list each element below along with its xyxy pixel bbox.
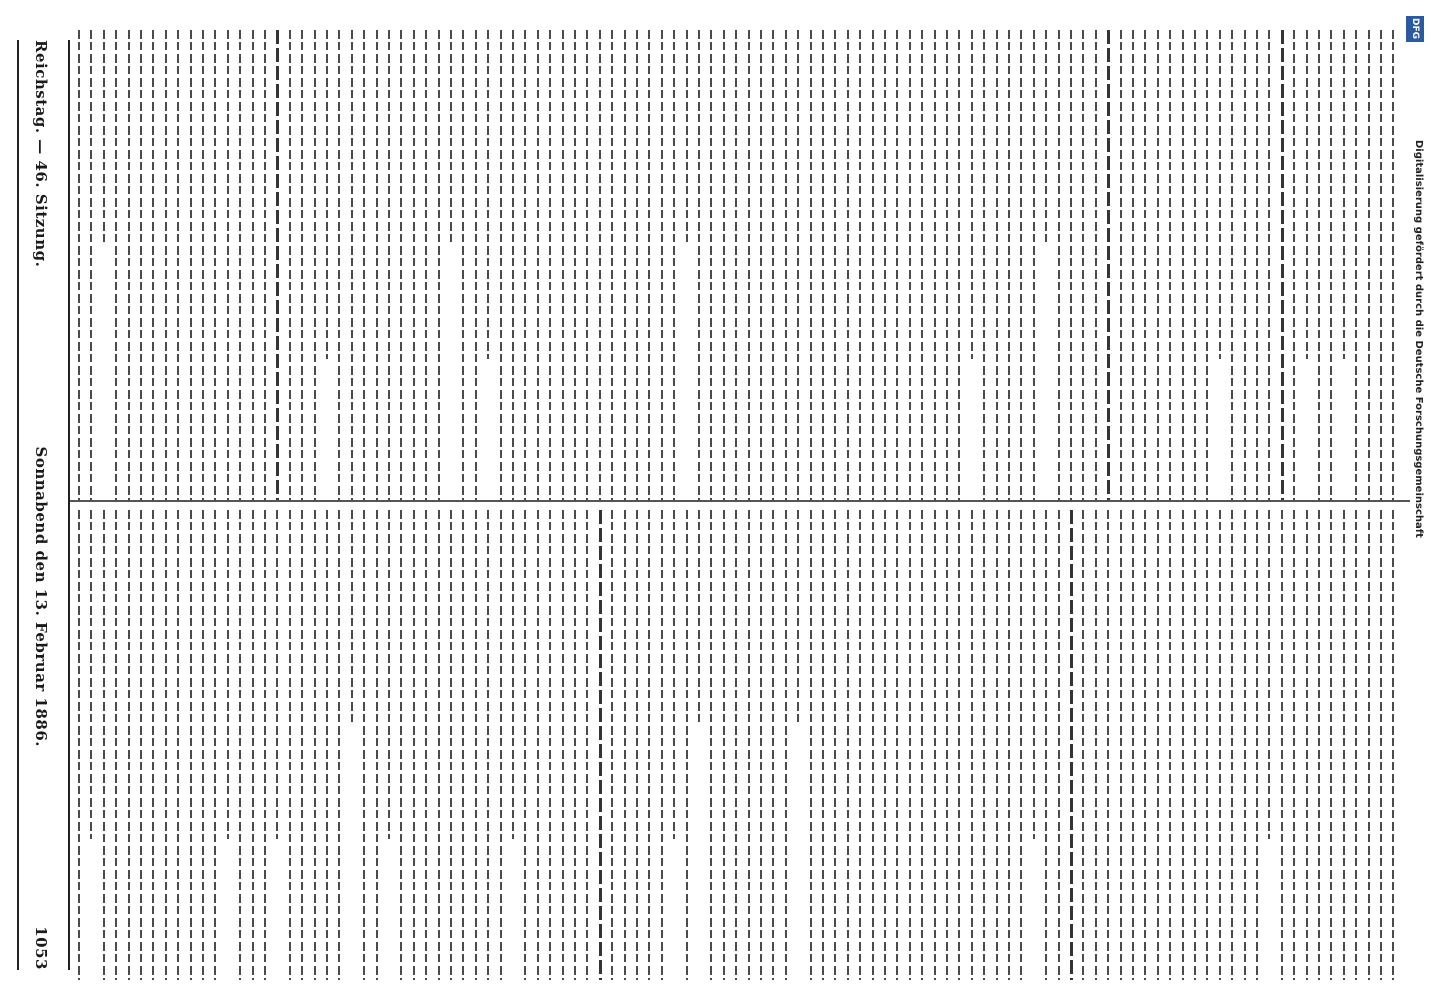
- text-line: [1392, 30, 1394, 500]
- text-line: [971, 510, 973, 980]
- text-line: [1107, 510, 1109, 980]
- text-line: [1206, 510, 1208, 980]
- text-line: [1045, 510, 1047, 980]
- text-line: [1256, 510, 1258, 980]
- text-line: [1033, 510, 1035, 839]
- text-line: [289, 30, 291, 500]
- text-line: [574, 30, 576, 500]
- text-line: [301, 510, 303, 980]
- header-session: Reichstag. — 46. Sitzung.: [32, 40, 50, 268]
- text-line: [686, 30, 688, 242]
- text-line: [326, 30, 328, 359]
- text-line: [648, 510, 650, 980]
- text-line: [1355, 30, 1357, 500]
- text-line: [1070, 510, 1073, 980]
- text-line: [78, 30, 80, 500]
- text-line: [487, 30, 489, 359]
- text-line: [1244, 510, 1246, 980]
- text-line: [512, 30, 514, 500]
- digitization-notice-text: Digitalisierung gefördert durch die Deutsche Forschungsgemeinschaft: [1413, 140, 1424, 538]
- text-column-bottom: [74, 510, 1404, 980]
- text-line: [847, 30, 849, 500]
- page-number: 1053: [32, 926, 50, 970]
- text-line: [574, 510, 576, 980]
- text-line: [202, 510, 204, 980]
- text-line: [252, 510, 254, 980]
- text-line: [1194, 510, 1196, 980]
- text-line: [487, 510, 489, 980]
- text-line: [1157, 30, 1159, 500]
- text-line: [177, 30, 179, 500]
- text-line: [115, 30, 117, 500]
- text-line: [1120, 30, 1122, 500]
- text-line: [1330, 510, 1332, 980]
- text-line: [760, 510, 762, 980]
- text-line: [1182, 30, 1184, 500]
- text-line: [425, 510, 427, 980]
- text-line: [363, 510, 365, 980]
- text-line: [450, 510, 452, 980]
- text-line: [128, 30, 130, 500]
- text-line: [177, 510, 179, 980]
- text-line: [301, 30, 303, 500]
- text-line: [90, 510, 92, 839]
- text-line: [264, 510, 266, 980]
- text-line: [140, 30, 142, 500]
- text-line: [252, 30, 254, 500]
- text-line: [78, 510, 80, 980]
- text-line: [438, 30, 440, 500]
- text-line: [1144, 30, 1146, 500]
- text-line: [686, 510, 688, 980]
- text-line: [996, 30, 998, 500]
- text-line: [326, 510, 328, 980]
- text-line: [859, 30, 861, 500]
- text-line: [673, 30, 675, 500]
- text-line: [1306, 510, 1308, 980]
- text-line: [140, 510, 142, 980]
- text-line: [797, 510, 799, 722]
- running-header: [18, 40, 62, 970]
- text-line: [735, 510, 737, 980]
- text-line: [611, 510, 613, 980]
- text-line: [363, 30, 365, 500]
- text-line: [239, 510, 241, 980]
- text-line: [115, 510, 117, 980]
- text-line: [1231, 30, 1233, 500]
- text-line: [338, 30, 340, 500]
- text-line: [872, 30, 874, 500]
- text-line: [1281, 30, 1284, 500]
- text-line: [636, 510, 638, 980]
- text-line: [1008, 30, 1010, 500]
- text-line: [1256, 30, 1258, 500]
- text-line: [847, 510, 849, 980]
- text-line: [1033, 30, 1035, 500]
- text-line: [227, 30, 229, 500]
- text-line: [562, 510, 564, 980]
- text-line: [1058, 30, 1060, 500]
- text-line: [1095, 30, 1097, 500]
- text-line: [909, 30, 911, 500]
- header-rule: [68, 40, 70, 970]
- text-line: [425, 30, 427, 500]
- text-line: [1306, 30, 1308, 359]
- text-line: [1330, 30, 1332, 500]
- text-line: [1318, 510, 1320, 980]
- text-line: [1268, 30, 1270, 500]
- text-line: [772, 510, 774, 980]
- text-line: [599, 510, 602, 980]
- text-line: [475, 510, 477, 980]
- text-line: [822, 30, 824, 500]
- text-line: [152, 510, 154, 980]
- text-line: [190, 510, 192, 980]
- text-line: [289, 510, 291, 980]
- text-line: [909, 510, 911, 980]
- text-line: [723, 30, 725, 500]
- text-line: [996, 510, 998, 980]
- text-line: [872, 510, 874, 980]
- text-line: [748, 30, 750, 500]
- text-line: [1368, 510, 1370, 980]
- text-line: [1169, 30, 1171, 500]
- text-line: [500, 30, 502, 500]
- text-line: [1244, 30, 1246, 500]
- text-line: [785, 510, 787, 980]
- text-line: [562, 30, 564, 500]
- text-line: [214, 30, 216, 500]
- text-line: [524, 510, 526, 980]
- text-line: [1020, 30, 1022, 500]
- text-line: [1293, 30, 1295, 500]
- text-line: [462, 510, 464, 980]
- text-line: [1082, 30, 1084, 500]
- text-line: [1380, 510, 1382, 980]
- text-line: [376, 510, 378, 980]
- text-line: [624, 30, 626, 500]
- text-line: [214, 510, 216, 980]
- text-line: [1169, 510, 1171, 980]
- text-line: [103, 510, 105, 980]
- text-line: [834, 30, 836, 500]
- text-line: [512, 510, 514, 839]
- text-line: [810, 510, 812, 980]
- text-line: [227, 510, 229, 839]
- text-line: [1120, 510, 1122, 980]
- text-line: [946, 510, 948, 980]
- text-line: [983, 510, 985, 980]
- text-line: [1132, 30, 1134, 500]
- text-line: [896, 510, 898, 980]
- text-line: [264, 30, 266, 500]
- text-line: [90, 30, 92, 500]
- text-line: [190, 30, 192, 500]
- text-line: [376, 30, 378, 500]
- text-line: [698, 30, 700, 500]
- text-line: [934, 510, 936, 980]
- text-line: [276, 30, 279, 500]
- text-line: [934, 30, 936, 500]
- text-line: [1368, 30, 1370, 500]
- text-line: [698, 510, 700, 722]
- text-line: [958, 510, 960, 980]
- text-line: [1107, 30, 1110, 500]
- text-line: [1281, 510, 1283, 980]
- text-line: [1318, 30, 1320, 500]
- text-line: [1058, 510, 1060, 980]
- text-line: [388, 30, 390, 500]
- text-line: [239, 30, 241, 500]
- text-line: [338, 510, 340, 980]
- text-line: [400, 510, 402, 980]
- text-line: [524, 30, 526, 500]
- text-line: [797, 30, 799, 500]
- text-line: [723, 510, 725, 980]
- text-line: [1268, 510, 1270, 839]
- text-line: [1082, 510, 1084, 980]
- text-line: [1380, 30, 1382, 500]
- text-line: [958, 30, 960, 500]
- text-line: [475, 30, 477, 500]
- text-line: [351, 510, 353, 722]
- text-line: [1132, 510, 1134, 980]
- header-date: Sonnabend den 13. Februar 1886.: [32, 446, 50, 748]
- text-line: [710, 30, 712, 500]
- text-line: [462, 30, 464, 500]
- text-line: [1008, 510, 1010, 980]
- dfg-logo: DFG: [1406, 16, 1424, 42]
- text-line: [760, 30, 762, 500]
- text-line: [314, 510, 316, 980]
- text-line: [165, 30, 167, 500]
- text-line: [128, 510, 130, 980]
- text-line: [611, 30, 613, 500]
- text-line: [1343, 30, 1345, 359]
- text-line: [549, 510, 551, 980]
- text-line: [1095, 510, 1097, 980]
- text-line: [748, 510, 750, 980]
- text-line: [884, 510, 886, 980]
- text-line: [1293, 510, 1295, 980]
- text-line: [599, 30, 601, 500]
- text-line: [1206, 30, 1208, 500]
- text-column-top: [74, 30, 1404, 500]
- text-line: [1219, 30, 1221, 359]
- text-line: [1070, 30, 1072, 500]
- text-line: [500, 510, 502, 980]
- text-line: [450, 30, 452, 242]
- text-line: [537, 30, 539, 500]
- text-line: [636, 30, 638, 500]
- text-line: [1355, 510, 1357, 980]
- text-line: [438, 510, 440, 980]
- text-line: [1144, 510, 1146, 980]
- text-line: [921, 30, 923, 500]
- text-line: [661, 510, 663, 980]
- text-line: [772, 30, 774, 500]
- text-line: [735, 30, 737, 500]
- text-line: [896, 30, 898, 500]
- text-line: [103, 30, 105, 242]
- text-line: [549, 30, 551, 500]
- text-line: [537, 510, 539, 980]
- text-line: [710, 510, 712, 980]
- text-line: [983, 30, 985, 500]
- digitization-notice: [1404, 10, 1426, 990]
- text-line: [388, 510, 390, 839]
- column-divider: [70, 500, 1410, 502]
- text-line: [859, 510, 861, 980]
- text-line: [165, 510, 167, 980]
- text-line: [1020, 510, 1022, 980]
- text-line: [1231, 510, 1233, 980]
- text-line: [586, 30, 588, 500]
- text-line: [314, 30, 316, 500]
- text-line: [276, 510, 278, 839]
- text-line: [834, 510, 836, 980]
- text-line: [586, 510, 588, 980]
- text-line: [822, 510, 824, 980]
- text-line: [624, 510, 626, 980]
- text-line: [1343, 510, 1345, 980]
- text-line: [351, 30, 353, 500]
- text-line: [648, 30, 650, 500]
- text-line: [810, 30, 812, 500]
- text-line: [413, 30, 415, 500]
- text-line: [202, 30, 204, 500]
- text-line: [884, 30, 886, 500]
- text-line: [1182, 510, 1184, 980]
- text-line: [661, 30, 663, 500]
- text-line: [152, 30, 154, 500]
- text-line: [400, 30, 402, 500]
- text-line: [1045, 30, 1047, 242]
- text-line: [1392, 510, 1394, 980]
- text-line: [785, 30, 787, 500]
- text-line: [1194, 30, 1196, 500]
- text-line: [971, 30, 973, 359]
- text-line: [1219, 510, 1221, 980]
- text-line: [413, 510, 415, 980]
- text-line: [946, 30, 948, 500]
- text-line: [673, 510, 675, 839]
- text-line: [921, 510, 923, 980]
- text-line: [1157, 510, 1159, 980]
